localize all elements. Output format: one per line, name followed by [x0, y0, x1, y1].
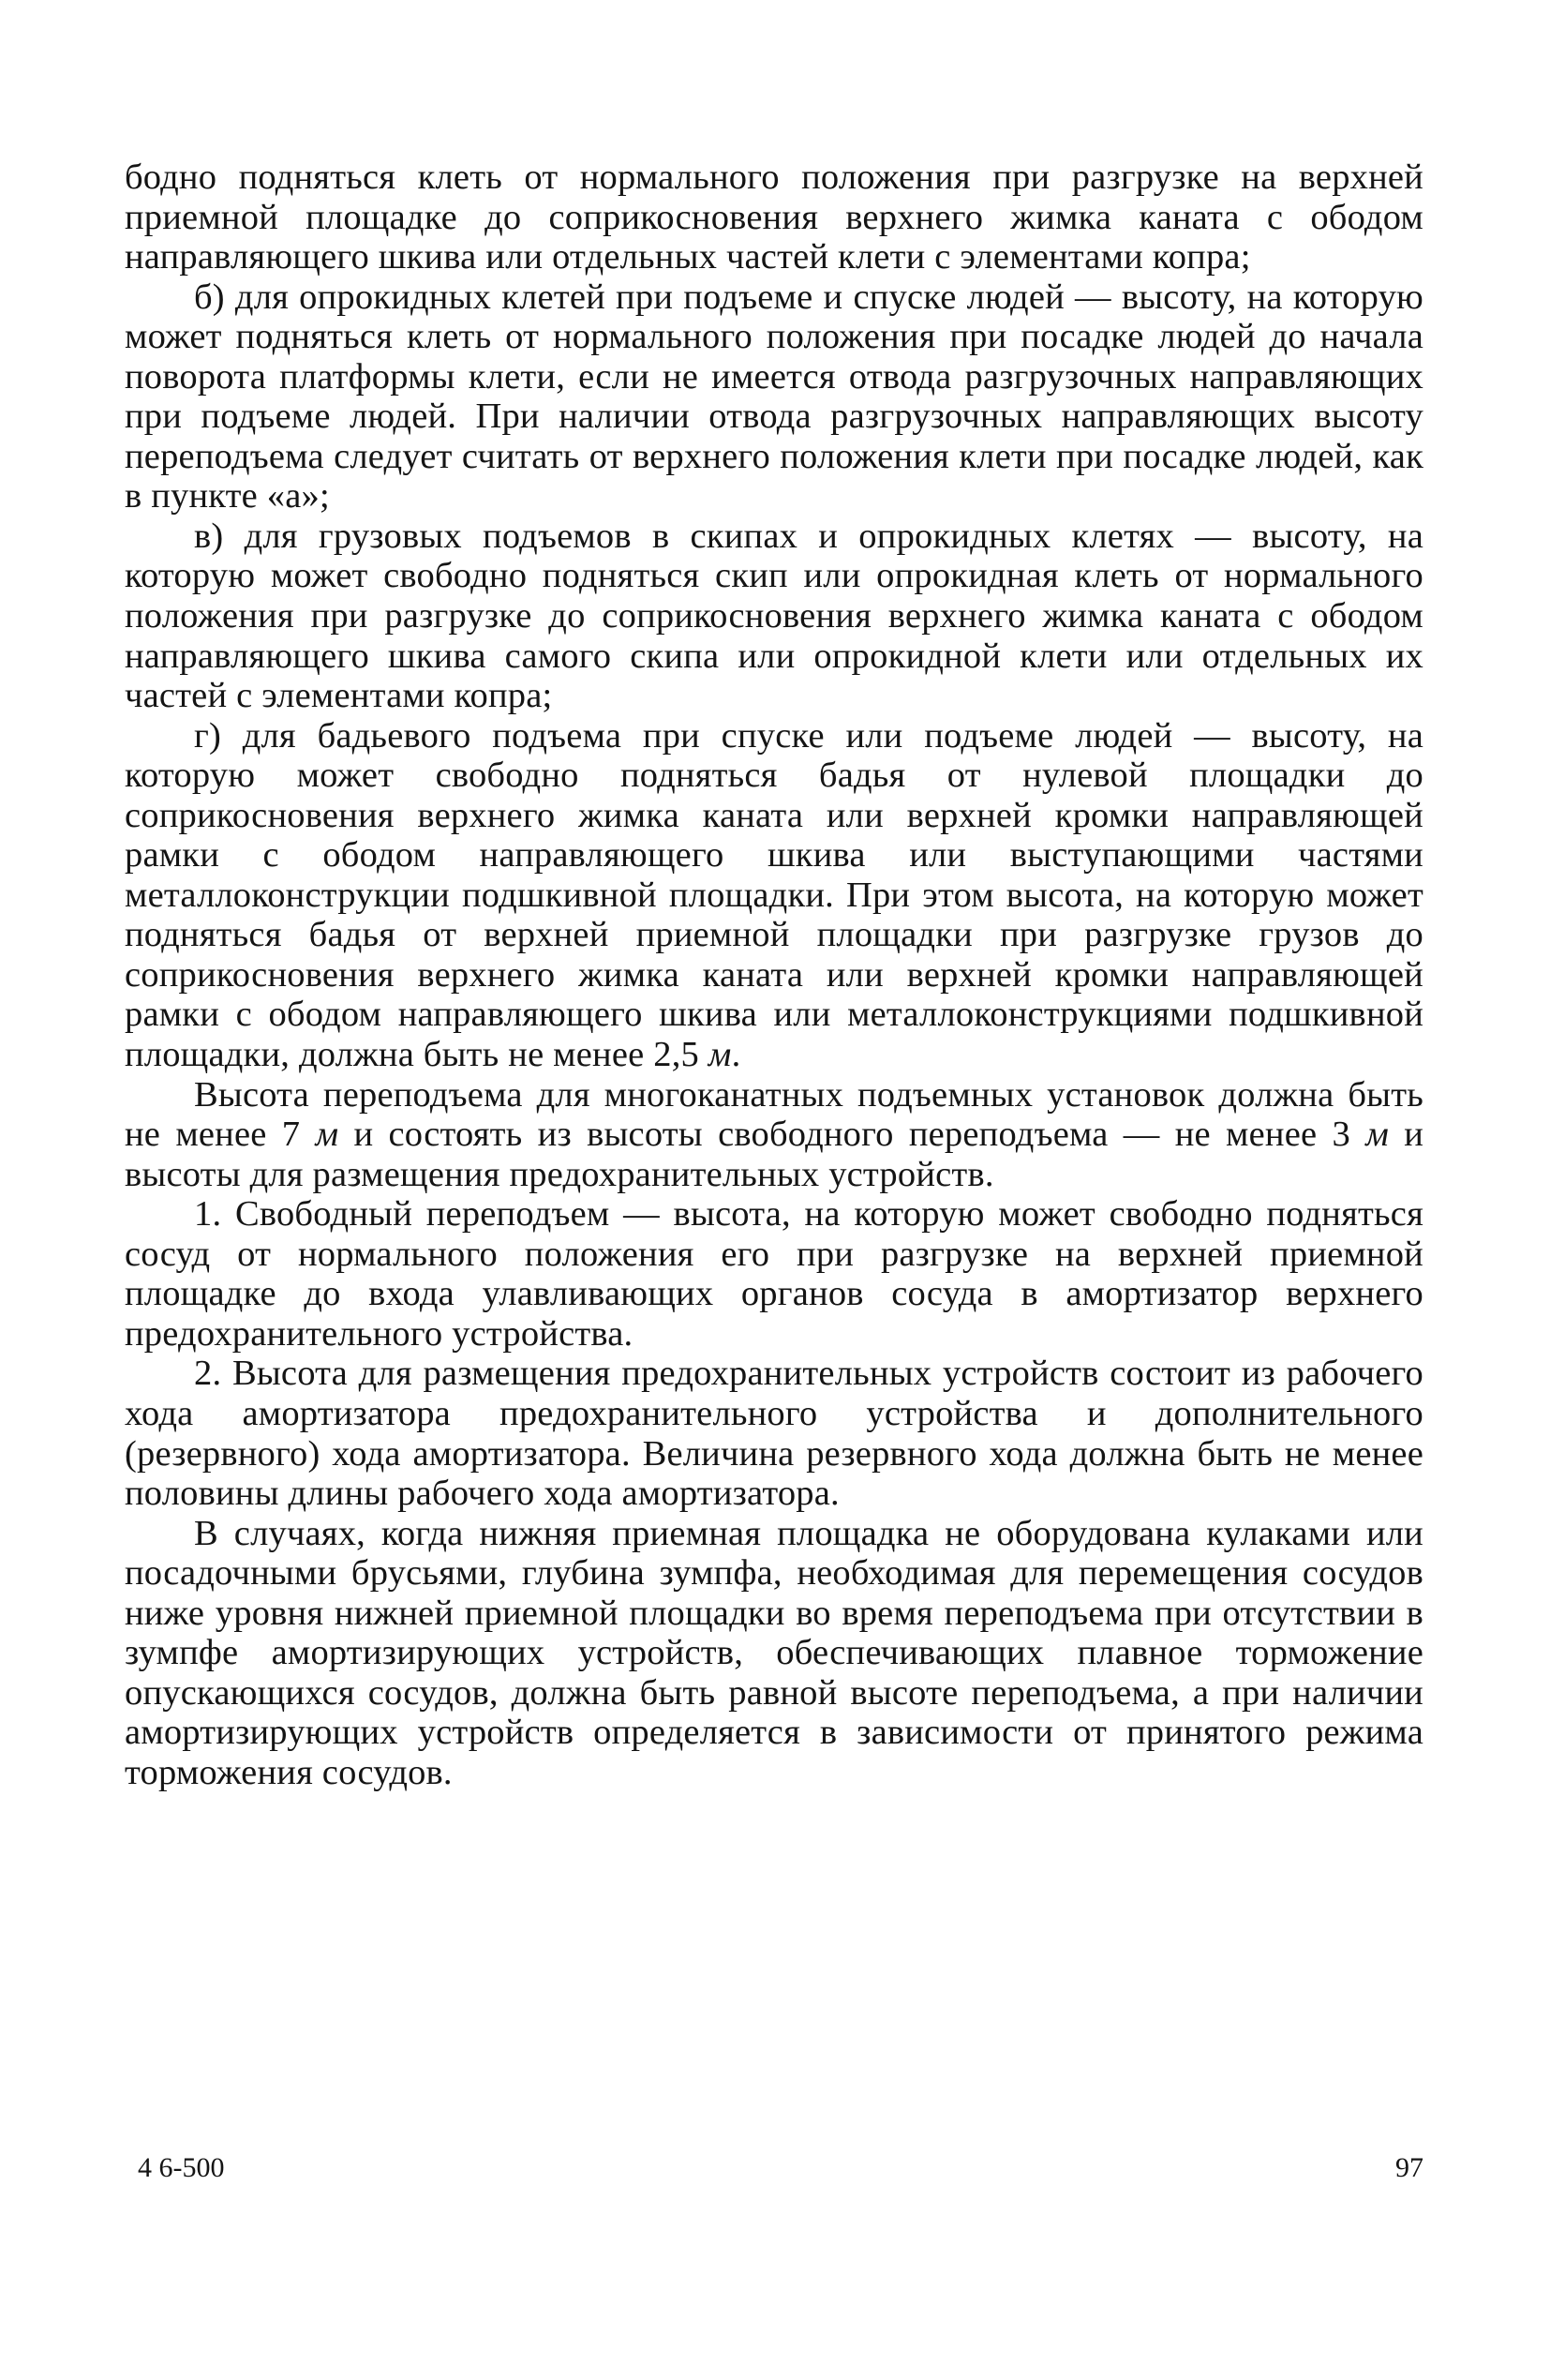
- paragraph-multirope-text-a: Высота переподъема для многоканатных подъемных установок должна быть не менее 7: [125, 1074, 1423, 1155]
- paragraph-item-v: в) для грузовых подъемов в скипах и опрокидных клетях — высоту, на которую может свободно подняться скип или опрокидная клеть от нормального положения при разгрузке до соприкосновения верхнего жимка каната с ободом направляющего шкива самого скипа или опрокидной клети или отдельных их частей с элементами копра;: [125, 516, 1423, 716]
- paragraph-item-g-text: г) для бадьевого подъема при спуске или подъеме людей — высоту, на которую может свободно подняться бадья от нулевой площадки до соприкосновения верхнего жимка каната или верхней кромки направляющей рамки с ободом направляющего шкива или выступающими частями металлоконструкции подшкивной площадки. При этом высота, на которую может подняться бадья от верхней приемной площадки при разгрузке грузов до соприкосновения верхнего жимка каната или верхней кромки направляющей рамки с ободом направляющего шкива или металлоконструкциями подшкивной площадки, должна быть не менее 2,5: [125, 715, 1423, 1075]
- paragraph-multirope-text-c: и высоты для размещения предохранительных устройств.: [125, 1115, 1424, 1194]
- unit-meters: м: [708, 1035, 732, 1075]
- paragraph-multirope-text-b: и состоять из высоты свободного переподъема — не менее 3: [338, 1115, 1366, 1155]
- paragraph-item-b: б) для опрокидных клетей при подъеме и спуске людей — высоту, на которую может подняться клеть от нормального положения при посадке людей до начала поворота платформы клети, если не имеется отвода разгрузочных направляющих при подъеме людей. При наличии отвода разгрузочных направляющих высоту переподъема следует считать от верхнего положения клети при посадке людей, как в пункте «а»;: [125, 277, 1423, 516]
- printer-signature: 4 6-500: [138, 2152, 225, 2183]
- page-body: [125, 157, 1423, 1792]
- paragraph-item-g-end: .: [731, 1035, 741, 1075]
- unit-meters-b: м: [1365, 1115, 1389, 1155]
- paragraph-item-g: [125, 716, 1423, 1075]
- page-footer: [125, 2152, 1423, 2190]
- paragraph-point-1: 1. Свободный переподъем — высота, на которую может свободно подняться сосуд от нормального положения его при разгрузке на верхней приемной площадке до входа улавливающих органов сосуда в амортизатор верхнего предохранительного устройства.: [125, 1194, 1423, 1354]
- page-number: 97: [1395, 2152, 1423, 2183]
- paragraph-point-2: 2. Высота для размещения предохранительных устройств состоит из рабочего хода амортизатора предохранительного устройства и дополнительного (резервного) хода амортизатора. Величина резервного хода должна быть не менее половины длины рабочего хода амортизатора.: [125, 1354, 1423, 1514]
- paragraph-sump: В случаях, когда нижняя приемная площадка не оборудована кулаками или посадочными брусьями, глубина зумпфа, необходимая для перемещения сосудов ниже уровня нижней приемной площадки во время переподъема при отсутствии в зумпфе амортизирующих устройств, обеспечивающих плавное торможение опускающихся сосудов, должна быть равной высоте переподъема, а при наличии амортизирующих устройств определяется в зависимости от принятого режима торможения сосудов.: [125, 1513, 1423, 1792]
- paragraph-continuation: бодно подняться клеть от нормального положения при разгрузке на верхней приемной площадке до соприкосновения верхнего жимка каната с ободом направляющего шкива или отдельных частей клети с элементами копра;: [125, 157, 1423, 277]
- paragraph-multirope: [125, 1075, 1423, 1195]
- unit-meters-a: м: [315, 1115, 339, 1155]
